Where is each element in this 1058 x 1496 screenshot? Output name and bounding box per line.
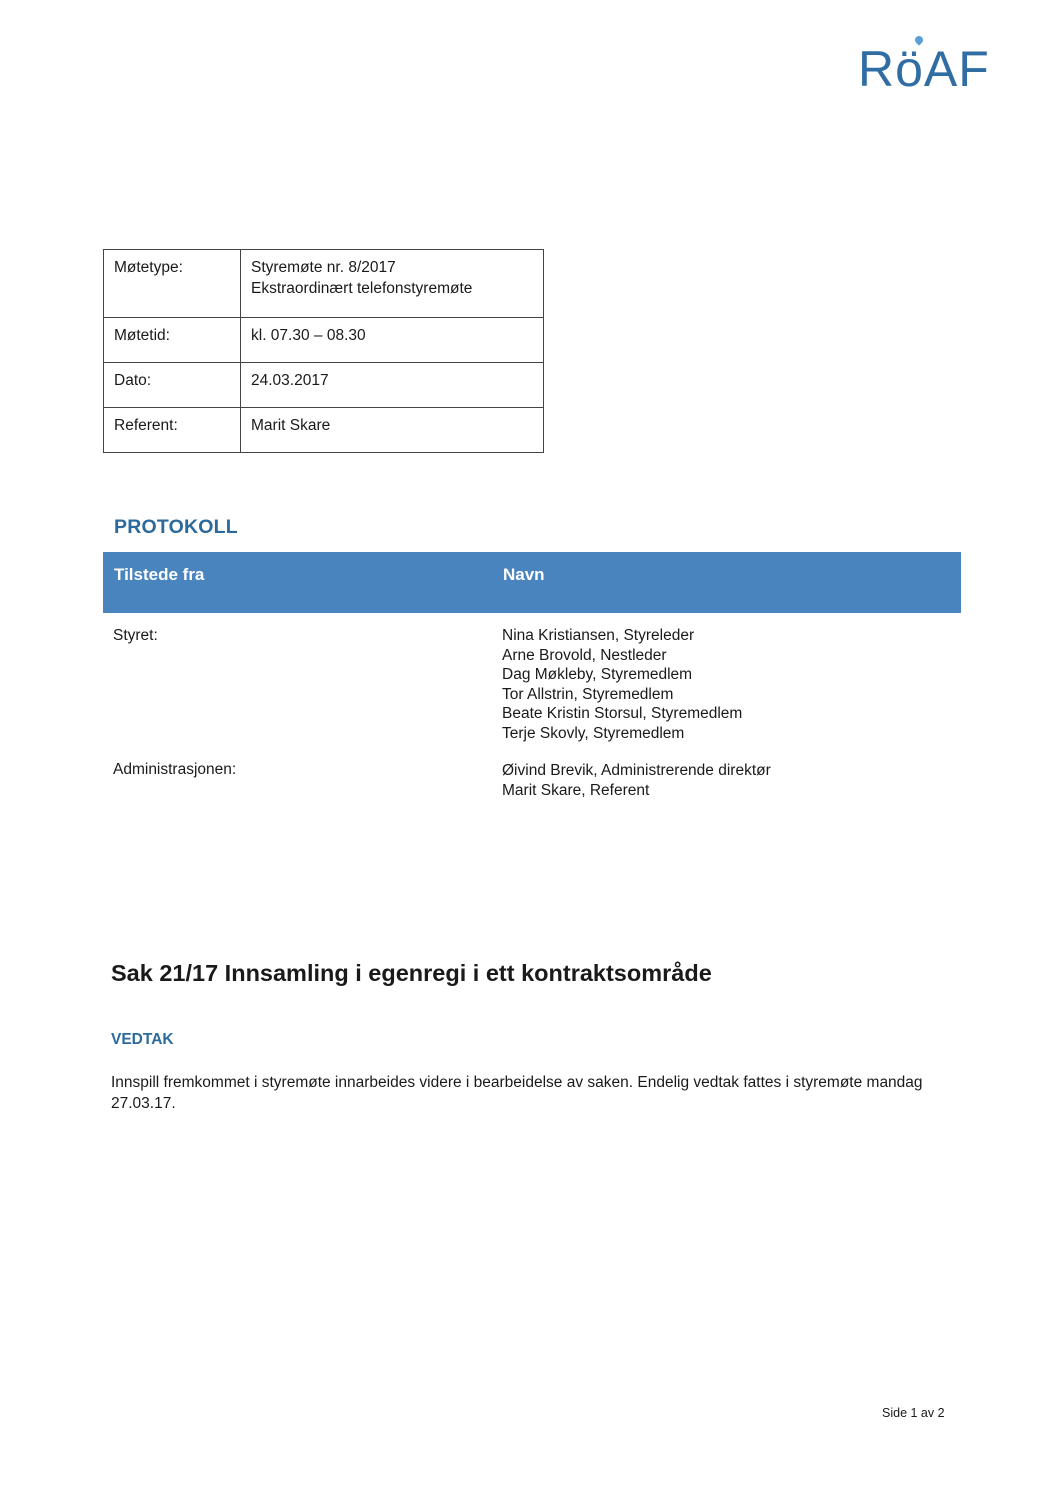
- vedtak-text: Innspill fremkommet i styremøte innarbeides videre i bearbeidelse av saken. Endelig vedtak fattes i styremøte mandag 27.03.17.: [111, 1074, 923, 1112]
- attendee-name: Dag Møkleby, Styremedlem: [502, 666, 693, 683]
- meta-value-line: Styremøte nr. 8/2017: [251, 259, 396, 276]
- attendee-name: Terje Skovly, Styremedlem: [502, 724, 685, 742]
- meta-row-motetid: [104, 318, 544, 363]
- meta-label: Referent:: [104, 408, 241, 453]
- meta-row-referent: [104, 408, 544, 453]
- vedtak-heading: VEDTAK: [111, 1031, 174, 1048]
- page-number: Side 1 av 2: [882, 1406, 945, 1420]
- meeting-info-table: [103, 249, 544, 453]
- meta-value-line: Ekstraordinært telefonstyremøte: [251, 280, 473, 297]
- column-header-navn: Navn: [503, 565, 545, 584]
- group-label-administrasjonen: Administrasjonen:: [113, 761, 237, 778]
- meta-label: Dato:: [104, 363, 241, 408]
- attendee-name: Øivind Brevik, Administrerende direktør: [502, 762, 771, 779]
- column-header-tilstede: Tilstede fra: [114, 565, 205, 584]
- case-title: Sak 21/17 Innsamling i egenregi i ett kontraktsområde: [111, 960, 712, 986]
- meta-row-motetype: [104, 250, 544, 318]
- group-names-styret: [502, 626, 742, 743]
- attendee-name: Tor Allstrin, Styremedlem: [502, 685, 674, 703]
- meta-label: Møtetype:: [104, 250, 241, 318]
- meta-row-dato: [104, 363, 544, 408]
- group-label-styret: Styret:: [113, 627, 158, 644]
- meta-label: Møtetid:: [104, 318, 241, 363]
- attendee-name: Beate Kristin Storsul, Styremedlem: [502, 705, 743, 722]
- attendee-name: Arne Brovold, Nestleder: [502, 646, 667, 664]
- protokoll-heading: PROTOKOLL: [114, 516, 238, 538]
- meta-value: 24.03.2017: [241, 363, 544, 408]
- group-names-administrasjonen: [502, 761, 771, 800]
- meta-value: [241, 250, 544, 318]
- roaf-logo: RöAF: [858, 41, 990, 97]
- meta-value: kl. 07.30 – 08.30: [241, 318, 544, 363]
- attendance-header-band: [103, 552, 961, 613]
- meta-value: Marit Skare: [241, 408, 544, 453]
- attendee-name: Marit Skare, Referent: [502, 781, 650, 799]
- attendee-name: Nina Kristiansen, Styreleder: [502, 627, 695, 644]
